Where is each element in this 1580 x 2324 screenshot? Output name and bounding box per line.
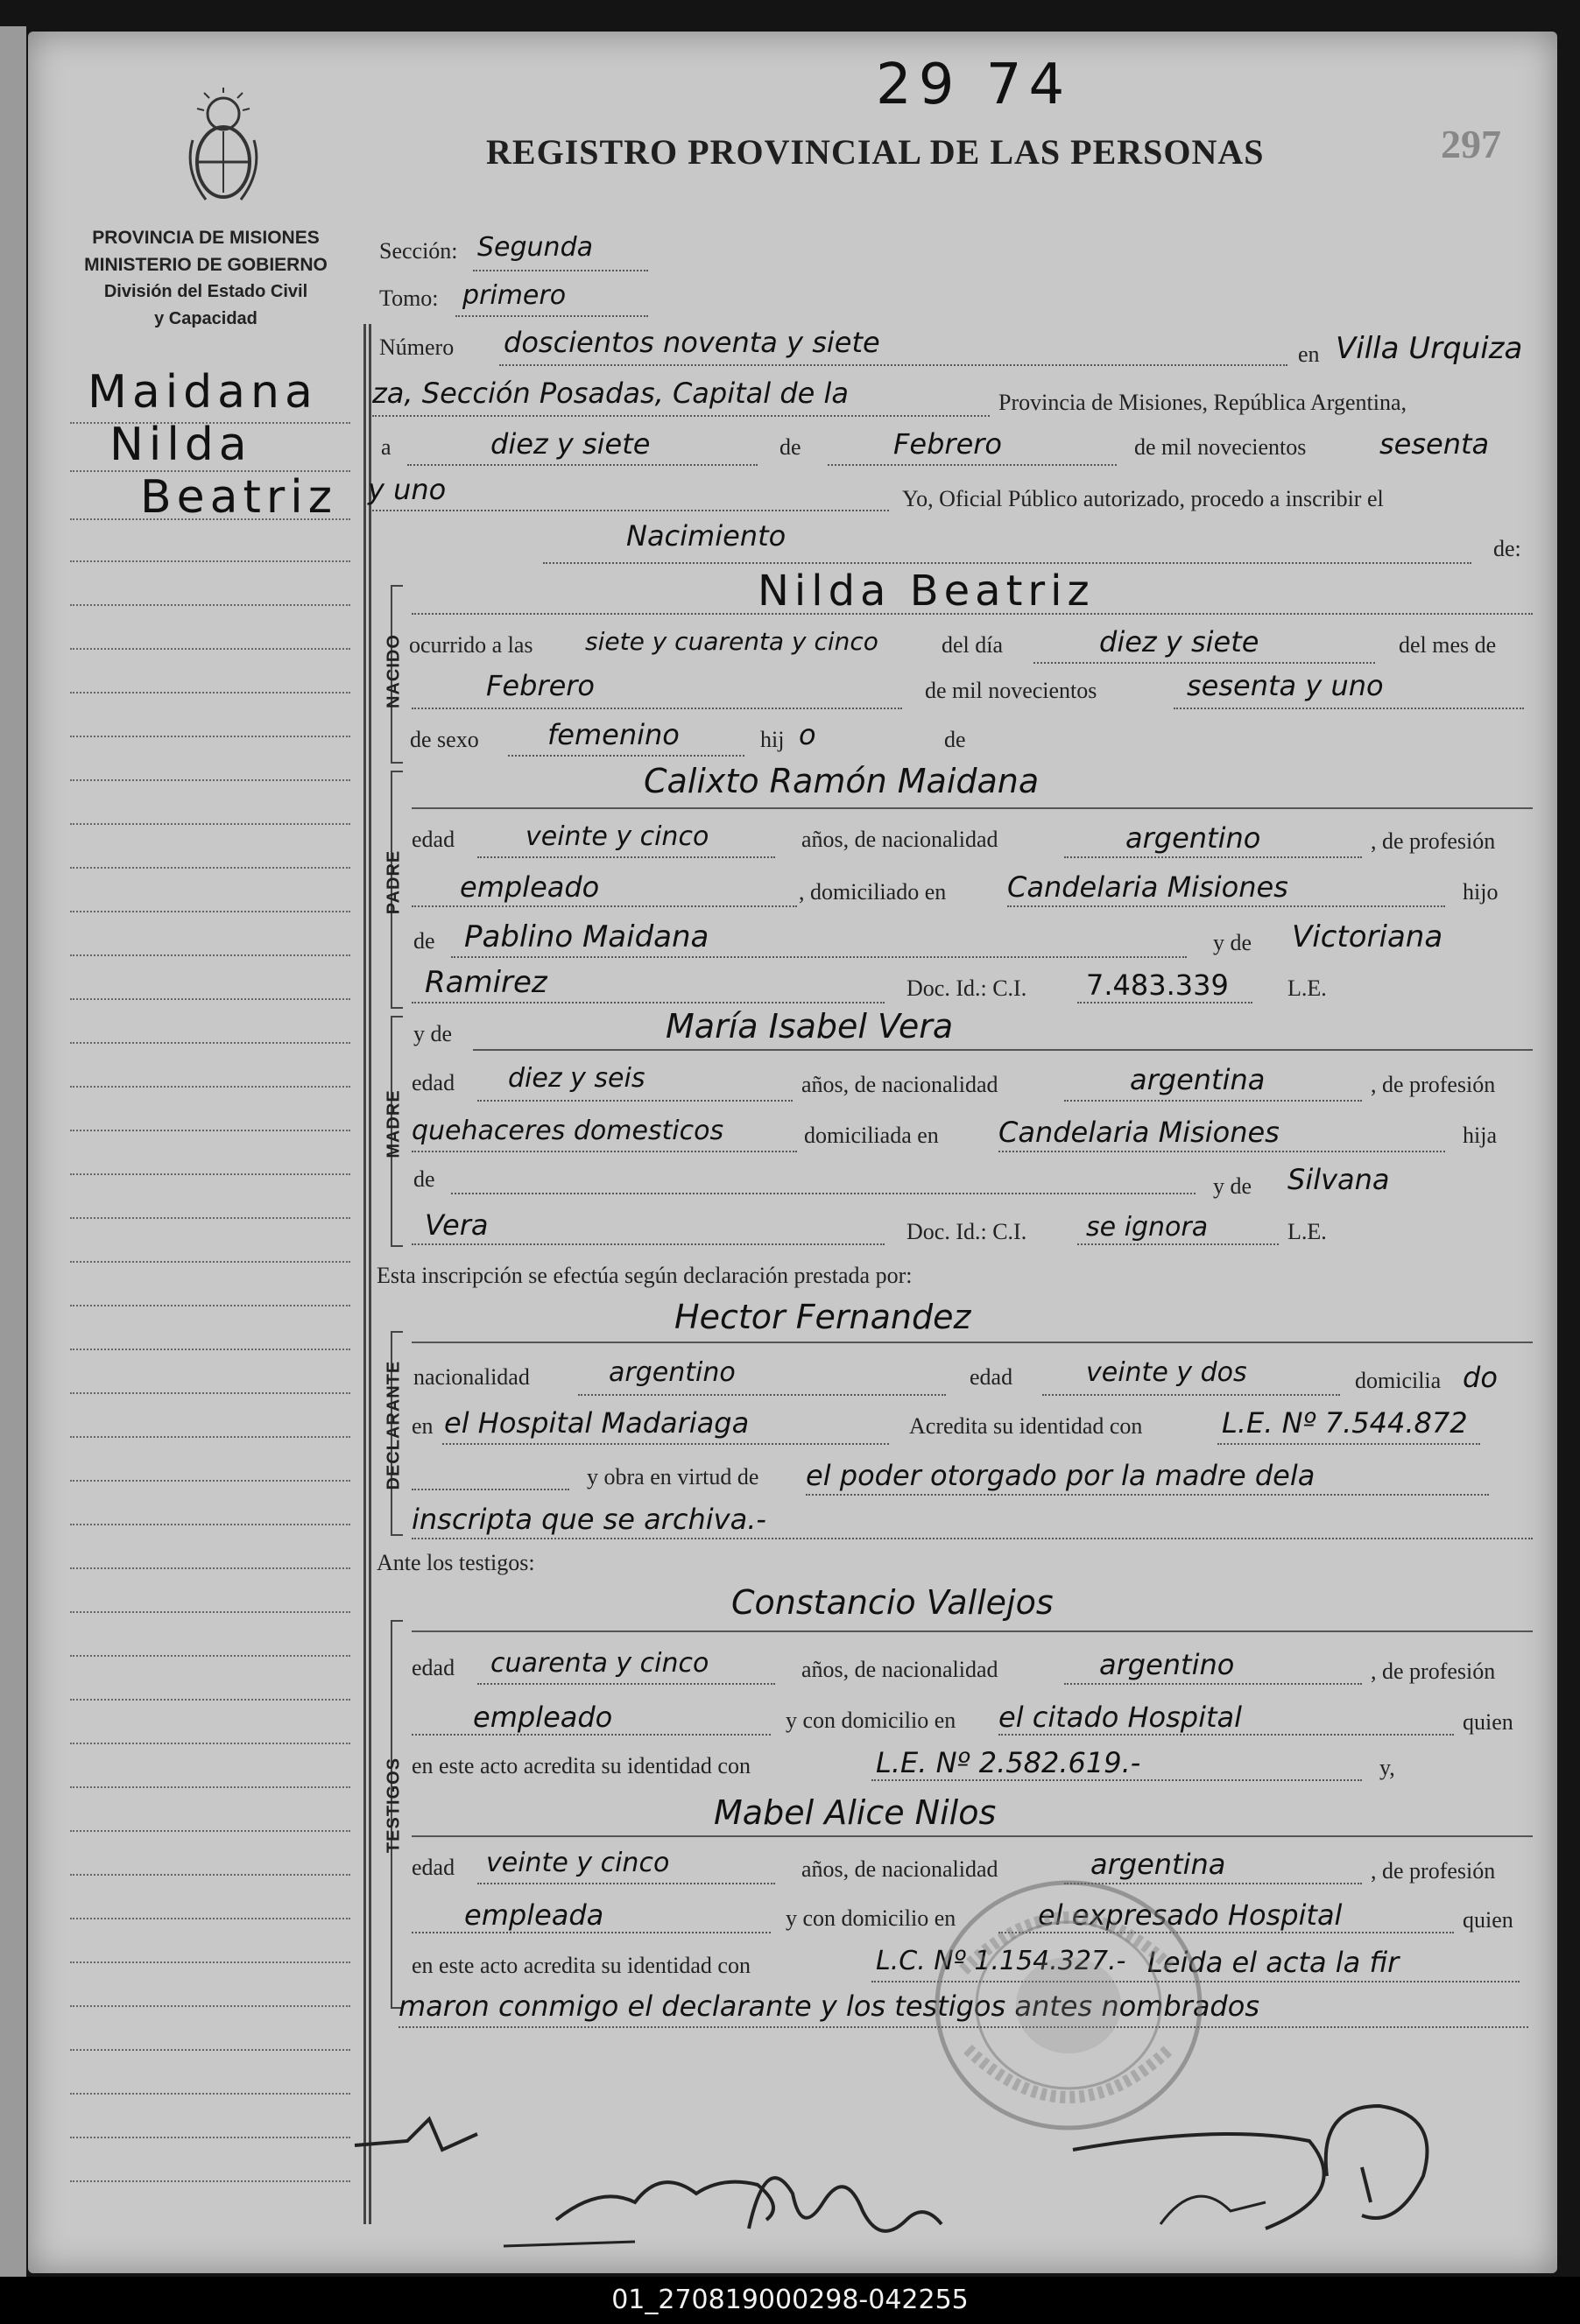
- margin-rule-left: [363, 324, 366, 2224]
- signatures: [346, 2071, 1546, 2272]
- declarante-dom-suffix-value: do: [1463, 1361, 1498, 1394]
- section-declarante-label: DECLARANTE: [384, 1360, 404, 1490]
- margin-rule: [70, 2137, 350, 2138]
- de-mil-label: de mil novecientos: [1134, 434, 1307, 460]
- margin-rule: [70, 604, 350, 606]
- margin-rule: [70, 1217, 350, 1219]
- anos-nac-label: años, de nacionalidad: [801, 1657, 998, 1682]
- provincia-label: Provincia de Misiones, República Argentina,: [998, 390, 1407, 415]
- issuer-line1: PROVINCIA DE MISIONES: [92, 228, 320, 248]
- margin-rule: [70, 1874, 350, 1876]
- seccion-value: Segunda: [477, 232, 593, 263]
- anio-cont-value: y uno: [368, 473, 447, 506]
- domicilia-label: domicilia: [1355, 1368, 1442, 1393]
- quien-label: quien: [1463, 1709, 1513, 1735]
- margin-rule: [70, 911, 350, 912]
- margin-rule: [70, 823, 350, 825]
- margin-rule: [70, 560, 350, 562]
- madre-edad-value: diez y seis: [508, 1063, 645, 1094]
- section-nacido-label: NACIDO: [384, 634, 404, 708]
- de-label: de: [944, 727, 966, 752]
- margin-rule: [70, 2005, 350, 2007]
- margin-rule: [70, 2180, 350, 2182]
- hija-label: hija: [1463, 1123, 1497, 1148]
- testigo1-edad-value: cuarenta y cinco: [490, 1648, 709, 1679]
- en-label: en: [1298, 342, 1320, 367]
- margin-rule: [70, 1436, 350, 1438]
- acredita-acto-label: en este acto acredita su identidad con: [412, 1753, 751, 1778]
- tomo-label: Tomo:: [379, 285, 439, 311]
- cierre-value-2: maron conmigo el declarante y los testigos antes nombrados: [399, 1989, 1259, 2023]
- testigo1-dom-value: el citado Hospital: [998, 1701, 1243, 1734]
- margin-rule: [70, 1305, 350, 1306]
- page-title: REGISTRO PROVINCIAL DE LAS PERSONAS: [486, 132, 1265, 172]
- adjacent-page-edge: [0, 26, 26, 2277]
- margin-rule: [70, 867, 350, 869]
- madre-nac-value: argentina: [1130, 1063, 1266, 1096]
- margin-rule: [70, 518, 350, 520]
- quien-label: quien: [1463, 1907, 1513, 1933]
- y-de-label: y de: [1213, 1173, 1252, 1199]
- issuer-line4: y Capacidad: [154, 309, 257, 328]
- margin-rule: [70, 1086, 350, 1088]
- margin-rule: [70, 2093, 350, 2095]
- margin-rule: [70, 2049, 350, 2051]
- anos-nac-label: años, de nacionalidad: [801, 1856, 998, 1882]
- madre-doc-value: se ignora: [1086, 1212, 1209, 1243]
- margin-rule: [70, 1524, 350, 1525]
- margin-first-name: Nilda: [109, 419, 252, 471]
- margin-rule: [70, 1042, 350, 1044]
- margin-second-name: Beatriz: [140, 471, 338, 524]
- padre-nombre-value: Calixto Ramón Maidana: [644, 762, 1040, 800]
- margin-rule: [70, 470, 350, 472]
- padre-nac-value: argentino: [1125, 821, 1261, 855]
- y-de-madre-label: y de: [413, 1021, 453, 1046]
- de-profesion-label: , de profesión: [1371, 1858, 1496, 1884]
- mes-nac-value: Febrero: [486, 669, 595, 702]
- anos-nac-label: años, de nacionalidad: [801, 827, 998, 852]
- testigo1-nac-value: argentino: [1099, 1648, 1235, 1681]
- acto-value: Nacimiento: [626, 519, 786, 553]
- seccion-lugar-value: za, Sección Posadas, Capital de la: [372, 377, 849, 410]
- padre-edad-value: veinte y cinco: [525, 821, 709, 852]
- en-label: en: [412, 1413, 434, 1439]
- le-label: L.E.: [1287, 1219, 1327, 1244]
- handwritten-act-number: 29 74: [876, 53, 1072, 117]
- doc-id-label: Doc. Id.: C.I.: [906, 1219, 1027, 1244]
- sexo-label: de sexo: [410, 727, 479, 752]
- ocurrido-label: ocurrido a las: [409, 632, 533, 658]
- issuer-line3: División del Estado Civil: [103, 282, 308, 301]
- testigo1-doc-value: L.E. Nº 2.582.619.-: [876, 1746, 1141, 1779]
- testigo2-prof-value: empleada: [464, 1898, 604, 1932]
- padre-dom-value: Candelaria Misiones: [1007, 870, 1288, 904]
- de-profesion-label: , de profesión: [1371, 828, 1496, 854]
- margin-surname: Maidana: [88, 366, 318, 419]
- page-number: 297: [1441, 122, 1501, 166]
- coat-of-arms-icon: [180, 88, 267, 210]
- padre-doc-value: 7.483.339: [1086, 968, 1229, 1002]
- tomo-value: primero: [462, 280, 567, 311]
- testigo2-doc-value: L.C. Nº 1.154.327.-: [876, 1946, 1126, 1976]
- madre-nombre-value: María Isabel Vera: [666, 1007, 954, 1046]
- en-lugar-value: Villa Urquiza: [1336, 331, 1523, 366]
- declarante-edad-value: veinte y dos: [1086, 1357, 1247, 1388]
- anio-nac-value: sesenta y uno: [1187, 669, 1384, 702]
- edad-label: edad: [412, 1655, 455, 1680]
- margin-rule: [70, 1918, 350, 1919]
- image-caption: 01_270819000298-042255: [0, 2277, 1580, 2324]
- section-padre-label: PADRE: [384, 849, 404, 915]
- declarante-nac-value: argentino: [609, 1357, 736, 1388]
- edad-label: edad: [412, 1070, 455, 1095]
- inscripcion-label: Esta inscripción se efectúa según declaración prestada por:: [377, 1263, 913, 1288]
- cierre-value-1: Leida el acta la fir: [1147, 1946, 1400, 1979]
- yo-label: Yo, Oficial Público autorizado, procedo a inscribir el: [902, 486, 1384, 511]
- mes-value: Febrero: [893, 427, 1002, 461]
- a-label: a: [381, 434, 391, 460]
- padre-madre-value: Victoriana: [1292, 919, 1443, 954]
- de-label: de: [413, 928, 435, 954]
- anos-nac-label: años, de nacionalidad: [801, 1072, 998, 1097]
- doc-id-label: Doc. Id.: C.I.: [906, 975, 1027, 1001]
- margin-rule: [70, 1567, 350, 1569]
- madre-dom-value: Candelaria Misiones: [998, 1116, 1280, 1149]
- section-madre-label: MADRE: [384, 1089, 404, 1158]
- nacionalidad-label: nacionalidad: [413, 1364, 530, 1390]
- testigo2-nombre-value: Mabel Alice Nilos: [714, 1793, 997, 1832]
- acredita-label: Acredita su identidad con: [909, 1413, 1143, 1439]
- de-label: de: [779, 434, 801, 460]
- padre-madre-ap-value: Ramirez: [425, 965, 547, 1000]
- de-profesion-label: , de profesión: [1371, 1072, 1496, 1097]
- margin-rule-right: [369, 324, 371, 2224]
- declarante-dom-value: el Hospital Madariaga: [444, 1406, 750, 1440]
- padre-padre-value: Pablino Maidana: [464, 919, 709, 954]
- margin-rule: [70, 1961, 350, 1963]
- de-mil2-label: de mil novecientos: [925, 678, 1097, 703]
- testigo1-nombre-value: Constancio Vallejos: [731, 1583, 1054, 1622]
- margin-rule: [70, 779, 350, 781]
- issuer-line2: MINISTERIO DE GOBIERNO: [84, 255, 328, 275]
- ante-testigos-label: Ante los testigos:: [377, 1550, 535, 1575]
- edad-label: edad: [412, 1855, 455, 1880]
- testigo2-nac-value: argentina: [1090, 1848, 1226, 1881]
- margin-rule: [70, 1655, 350, 1657]
- issuer-block: [53, 224, 359, 333]
- domiciliada-label: domiciliada en: [804, 1123, 939, 1148]
- del-dia-label: del día: [942, 632, 1004, 658]
- section-testigos-label: TESTIGOS: [384, 1757, 404, 1854]
- margin-rule: [70, 648, 350, 650]
- margin-rule: [70, 1173, 350, 1175]
- margin-rule: [70, 1130, 350, 1131]
- margin-rule: [70, 1699, 350, 1701]
- edad-label: edad: [970, 1364, 1013, 1390]
- margin-rule: [70, 1349, 350, 1350]
- margin-rule: [70, 692, 350, 694]
- madre-madre-value: Silvana: [1287, 1163, 1390, 1196]
- madre-ap-value: Vera: [425, 1208, 489, 1242]
- margin-rule: [70, 954, 350, 956]
- margin-rule: [70, 1480, 350, 1482]
- margin-rule: [70, 998, 350, 1000]
- del-mes-label: del mes de: [1399, 632, 1497, 658]
- numero-label: Número: [379, 335, 455, 360]
- le-label: L.E.: [1287, 975, 1327, 1001]
- dia-nac-value: diez y siete: [1099, 625, 1259, 658]
- margin-rule: [70, 422, 350, 424]
- dia-value: diez y siete: [490, 427, 651, 461]
- hijo-label: hijo: [1463, 879, 1499, 905]
- seccion-label: Sección:: [379, 238, 458, 264]
- declarante-doc-value: L.E. Nº 7.544.872: [1222, 1406, 1468, 1440]
- padre-prof-value: empleado: [460, 870, 600, 904]
- margin-rule: [70, 1611, 350, 1613]
- declarante-nombre-value: Hector Fernandez: [674, 1298, 971, 1336]
- obra-value-2: inscripta que se archiva.-: [412, 1503, 766, 1536]
- testigo2-dom-value: el expresado Hospital: [1038, 1898, 1343, 1932]
- madre-prof-value: quehaceres domesticos: [412, 1116, 724, 1146]
- hora-value: siete y cuarenta y cinco: [585, 627, 878, 656]
- sexo-value: femenino: [547, 718, 680, 751]
- de-profesion-label: , de profesión: [1371, 1658, 1496, 1684]
- y-de-label: y de: [1213, 930, 1252, 955]
- margin-rule: [70, 1830, 350, 1832]
- con-domicilio-label: y con domicilio en: [786, 1708, 956, 1733]
- y-comma-label: y,: [1379, 1755, 1395, 1780]
- de-colon-label: de:: [1493, 536, 1521, 561]
- nombre-value: Nilda Beatriz: [758, 567, 1095, 616]
- de-label: de: [413, 1166, 435, 1192]
- margin-rule: [70, 736, 350, 737]
- anio-value: sesenta: [1379, 427, 1490, 461]
- hij-suffix-value: o: [799, 718, 816, 751]
- domiciliado-label: , domiciliado en: [799, 879, 947, 905]
- con-domicilio-label: y con domicilio en: [786, 1905, 956, 1931]
- edad-label: edad: [412, 827, 455, 852]
- testigo1-prof-value: empleado: [473, 1701, 613, 1734]
- margin-rule: [70, 1743, 350, 1744]
- margin-rule: [70, 1392, 350, 1394]
- obra-value-1: el poder otorgado por la madre dela: [806, 1459, 1315, 1492]
- margin-rule: [70, 1261, 350, 1263]
- obra-label: y obra en virtud de: [587, 1464, 759, 1489]
- numero-value: doscientos noventa y siete: [504, 326, 880, 359]
- acredita-acto-label: en este acto acredita su identidad con: [412, 1953, 751, 1978]
- hij-label: hij: [760, 727, 785, 752]
- margin-rule: [70, 1786, 350, 1788]
- testigo2-edad-value: veinte y cinco: [486, 1848, 670, 1878]
